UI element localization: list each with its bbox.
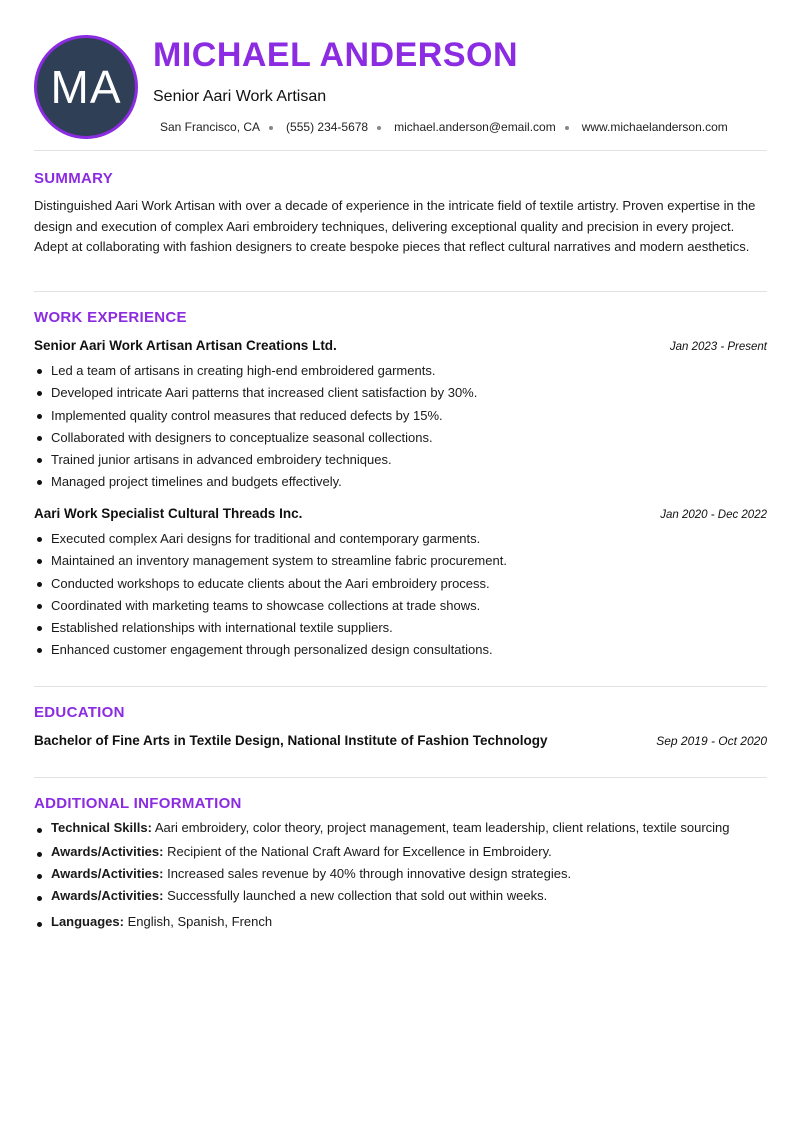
contact-email[interactable]: michael.anderson@email.com [394,120,556,134]
experience-heading: WORK EXPERIENCE [34,309,187,326]
list-item: Developed intricate Aari patterns that increased client satisfaction by 30%. [34,382,477,404]
list-item: Managed project timelines and budgets effectively. [34,471,477,493]
list-item: Led a team of artisans in creating high-end embroidered garments. [34,360,477,382]
list-item [34,888,730,903]
education-dates: Sep 2019 - Oct 2020 [656,734,767,748]
info-text: Increased sales revenue by 40% through innovative design strategies. [167,866,572,881]
job-bullets [34,360,477,494]
info-label: Languages: [51,914,124,929]
list-item: Collaborated with designers to conceptualize seasonal collections. [34,427,477,449]
job-title: Aari Work Specialist Cultural Threads Inc. [34,506,303,521]
job-header [34,338,767,353]
divider [34,777,767,778]
divider [34,686,767,687]
info-label: Technical Skills: [51,820,152,835]
job-dates: Jan 2023 - Present [669,341,767,353]
additional-list [34,820,730,929]
separator-dot [377,126,381,130]
avatar-initials: MA [50,61,122,113]
job-title: Senior Aari Work Artisan Artisan Creations Ltd. [34,338,337,353]
list-item: Conducted workshops to educate clients about the Aari embroidery process. [34,573,507,595]
list-item: Enhanced customer engagement through personalized design consultations. [34,639,507,661]
list-item: Implemented quality control measures that reduced defects by 15%. [34,405,477,427]
info-label: Awards/Activities: [51,844,164,859]
divider [34,291,767,292]
contact-bar [160,120,728,134]
contact-location: San Francisco, CA [160,120,261,134]
list-item [34,820,730,835]
list-item: Coordinated with marketing teams to showcase collections at trade shows. [34,595,507,617]
list-item [34,844,730,859]
info-label: Awards/Activities: [51,888,164,903]
divider [34,150,767,151]
list-item: Established relationships with international textile suppliers. [34,617,507,639]
job-header [34,506,767,521]
education-degree: Bachelor of Fine Arts in Textile Design, National Institute of Fashion Technology [34,733,548,748]
candidate-name: MICHAEL ANDERSON [153,36,519,74]
contact-phone: (555) 234-5678 [286,120,369,134]
job-dates: Jan 2020 - Dec 2022 [660,509,767,521]
info-text: Recipient of the National Craft Award for Excellence in Embroidery. [167,844,552,859]
summary-text: Distinguished Aari Work Artisan with over a decade of experience in the intricate field of textile artistry. Proven expertise in the design and execution of complex Aari embroidery techniques, delivering exceptional quality and precision in every project. Adept at collaborating with fashion designers to create bespoke pieces that reflect cultural narratives and modern aesthetics. [34,198,756,254]
candidate-role: Senior Aari Work Artisan [153,88,327,105]
education-heading: EDUCATION [34,704,125,721]
list-item: Maintained an inventory management system to streamline fabric procurement. [34,550,507,572]
list-item [34,914,730,929]
info-text: Successfully launched a new collection that sold out within weeks. [167,888,548,903]
info-text: Aari embroidery, color theory, project management, team leadership, client relations, textile sourcing [154,820,730,835]
list-item: Trained junior artisans in advanced embroidery techniques. [34,449,477,471]
job-bullets [34,528,507,662]
list-item [34,866,730,881]
separator-dot [269,126,273,130]
additional-heading: ADDITIONAL INFORMATION [34,795,242,812]
avatar [34,35,138,139]
contact-website[interactable]: www.michaelanderson.com [581,120,728,134]
list-item: Executed complex Aari designs for traditional and contemporary garments. [34,528,507,550]
separator-dot [565,126,569,130]
info-label: Awards/Activities: [51,866,164,881]
education-entry [34,733,767,748]
info-text: English, Spanish, French [127,914,273,929]
summary-heading: SUMMARY [34,170,114,187]
